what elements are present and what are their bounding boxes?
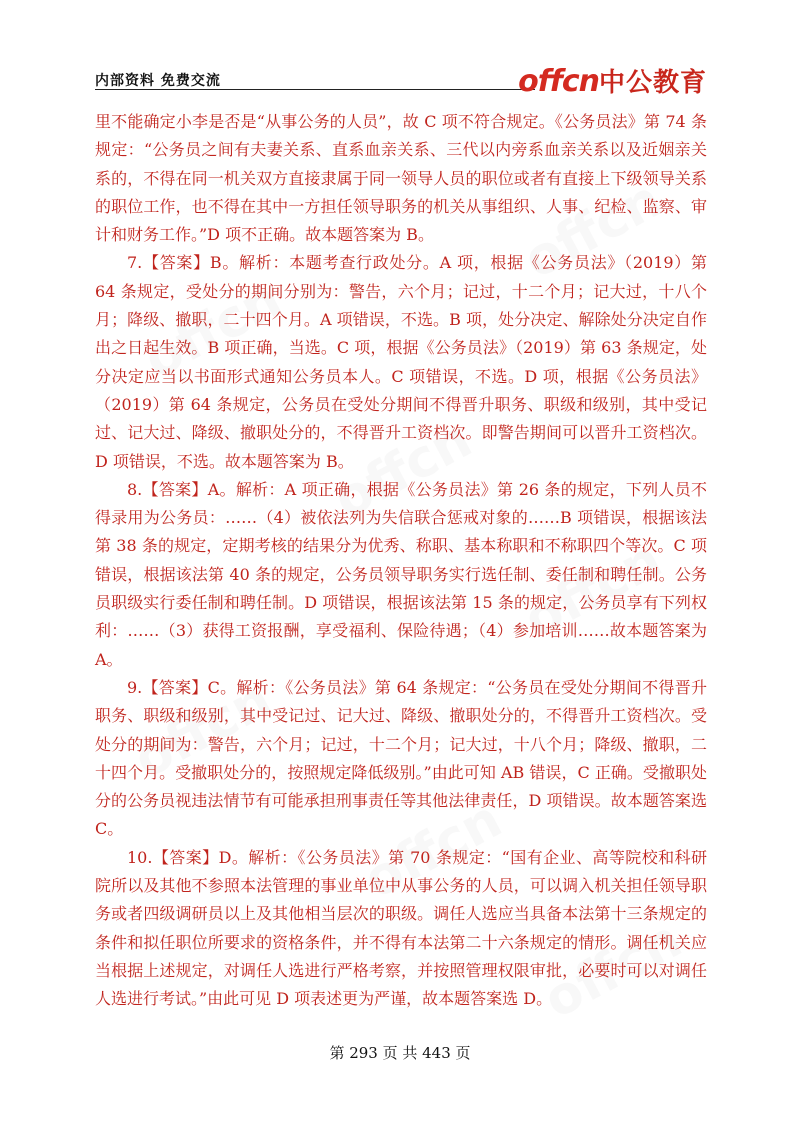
paragraph-continuation: 里不能确定小李是否是“从事公务的人员”，故 C 项不符合规定。《公务员法》第 74 条规定：“公务员之间有夫妻关系、直系血亲关系、三代以内旁系血亲关系以及近姻亲关系的，不得在同一机关双方直接隶属于同一领导人员的职位或者有直接上下级领导关系的职位工作，也不得在其中一方担任领导职务的机关从事组织、人事、纪检、监察、审计和财务工作。”D 项不正确。故本题答案为 B。 xyxy=(95,112,707,245)
brand-logo xyxy=(518,62,707,99)
logo-cn: 中公教育 xyxy=(598,68,707,98)
paragraph-answer-10: 10.【答案】D。解析：《公务员法》第 70 条规定：“国有企业、高等院校和科研院所以及其他不参照本法管理的事业单位中从事公务的人员，可以调入机关担任领导职务或者四级调研员以上及其他相当层次的职级。调任人选应当具备本法第十三条规定的条件和拟任职位所要求的资格条件，并不得有本法第二十六条规定的情形。调任机关应当根据上述规定，对调任人选进行严格考察，并按照管理权限审批，必要时可以对调任人选进行考试。”由此可见 D 项表述更为严谨，故本题答案选 D。 xyxy=(95,847,707,1009)
paragraph-answer-8: 8.【答案】A。解析：A 项正确，根据《公务员法》第 26 条的规定，下列人员不得录用为公务员：……（4）被依法列为失信联合惩戒对象的……B 项错误，根据该法第 38 条的规定，定期考核的结果分为优秀、称职、基本称职和不称职四个等次。C 项错误，根据该法第 40 条的规定，公务员领导职务实行选任制、委任制和聘任制。公务员职级实行委任制和聘任制。D 项错误，根据该法第 15 条的规定，公务员享有下列权利：……（3）获得工资报酬，享受福利、保险待遇；（4）参加培训……故本题答案为 A。 xyxy=(95,479,707,669)
watermark: offcn xyxy=(354,789,512,911)
logo-en: offcn xyxy=(518,64,599,99)
page-header xyxy=(95,62,707,99)
watermark: offcn xyxy=(124,669,282,791)
page-footer: 第 293 页 共 443 页 xyxy=(329,1044,471,1062)
watermark: offcn xyxy=(134,269,292,391)
watermark: offcn xyxy=(534,909,692,1031)
header-text: 内部资料 免费交流 xyxy=(95,73,221,89)
watermark: offcn xyxy=(514,169,672,291)
header-divider xyxy=(95,89,535,90)
document-body xyxy=(95,108,707,1014)
watermark: offcn xyxy=(324,409,482,531)
paragraph-answer-7: 7.【答案】B。解析：本题考查行政处分。A 项，根据《公务员法》（2019）第 64 条规定，受处分的期间分别为：警告，六个月；记过，十二个月；记大过，十八个月；降级、撤职，二十四个月。A 项错误，不选。B 项，处分决定、解除处分决定自作出之日起生效。B 项正确，当选。C 项，根据《公务员法》（2019）第 63 条规定，处分决定应当以书面形式通知公务员本人。C 项错误，不选。D 项，根据《公务员法》（2019）第 64 条规定，公务员在受处分期间不得晋升职务、职级和级别，其中受记过、记大过、降级、撤职处分的，不得晋升工资档次。即警告期间可以晋升工资档次。D 项错误，不选。故本题答案为 B。 xyxy=(95,253,707,471)
watermark: offcn xyxy=(514,529,672,651)
paragraph-answer-9: 9.【答案】C。解析：《公务员法》第 64 条规定：“公务员在受处分期间不得晋升职务、职级和级别，其中受记过、记大过、降级、撤职处分的，不得晋升工资档次。受处分的期间为：警告，六个月；记过，十二个月；记大过，十八个月；降级、撤职，二十四个月。受撤职处分的，按照规定降低级别。”由此可知 AB 错误，C 正确。受撤职处分的公务员视违法情节有可能承担刑事责任等其他法律责任，D 项错误。故本题答案选 C。 xyxy=(95,677,707,839)
